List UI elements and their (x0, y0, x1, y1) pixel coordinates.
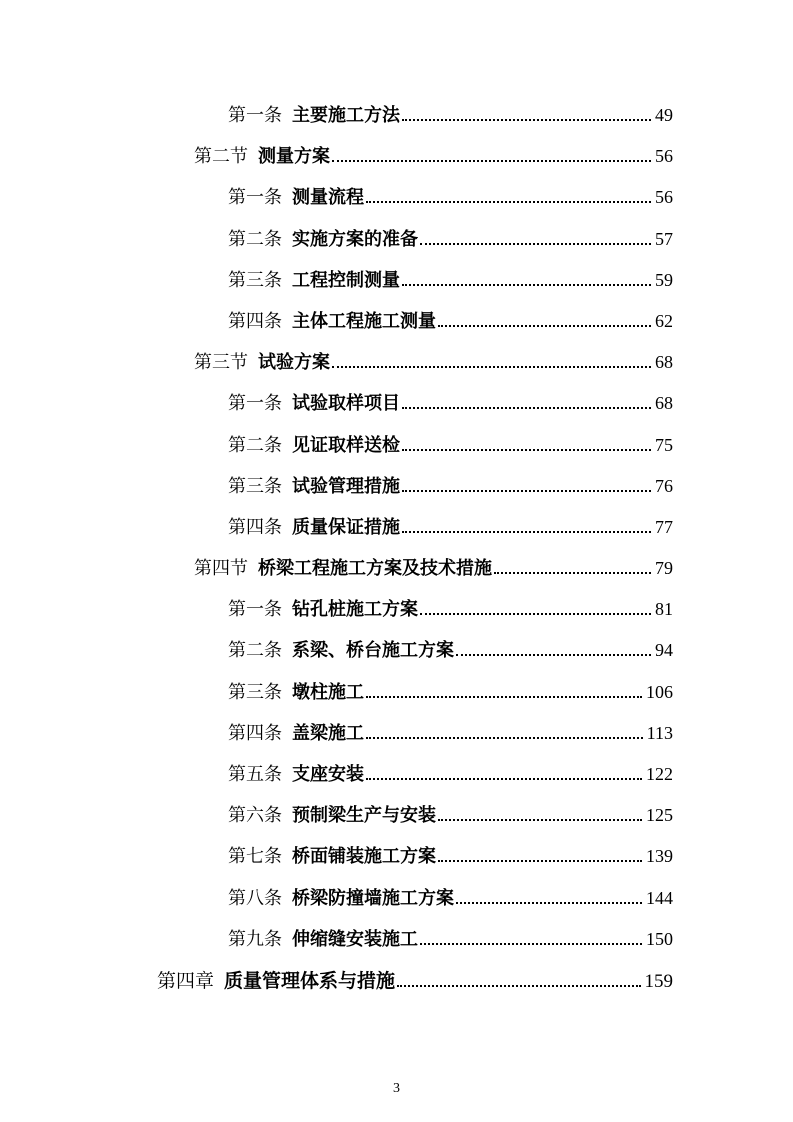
dot-leader (402, 490, 651, 492)
toc-entry-label: 第三条 (228, 681, 282, 702)
toc-entry[interactable] (157, 348, 673, 389)
toc-entry-label: 第四章 (157, 970, 215, 992)
toc-entry[interactable] (157, 760, 673, 801)
toc-entry-label: 第八条 (228, 887, 282, 908)
dot-leader (402, 119, 651, 121)
toc-entry-label: 第一条 (228, 393, 282, 414)
toc-entry-label: 第六条 (228, 805, 282, 826)
toc-entry-page-number: 77 (655, 516, 673, 537)
toc-entry-title: 实施方案的准备 (292, 228, 418, 249)
toc-entry-label: 第一条 (228, 187, 282, 208)
toc-entry-label: 第二条 (228, 228, 282, 249)
toc-entry[interactable] (157, 842, 673, 883)
toc-entry-page-number: 81 (655, 599, 673, 620)
toc-entry-label: 第三节 (194, 352, 248, 373)
toc-entry-page-number: 94 (655, 640, 673, 661)
toc-entry-label: 第三条 (228, 269, 282, 290)
toc-entry[interactable] (157, 225, 673, 266)
toc-entry-page-number: 144 (646, 887, 673, 908)
dot-leader (420, 613, 651, 615)
toc-entry-title: 盖梁施工 (292, 722, 364, 743)
dot-leader (438, 325, 651, 327)
toc-entry[interactable] (157, 101, 673, 142)
toc-entry[interactable] (157, 678, 673, 719)
toc-entry-label: 第二节 (194, 146, 248, 167)
toc-entry-label: 第四条 (228, 722, 282, 743)
toc-entry-page-number: 139 (646, 846, 673, 867)
toc-entry[interactable] (157, 801, 673, 842)
toc-entry-page-number: 106 (646, 681, 673, 702)
toc-entry-page-number: 56 (655, 187, 673, 208)
dot-leader (456, 902, 642, 904)
toc-entry-page-number: 76 (655, 475, 673, 496)
dot-leader (402, 449, 651, 451)
toc-entry[interactable] (157, 307, 673, 348)
toc-entry-title: 测量流程 (292, 187, 364, 208)
toc-entry-page-number: 113 (646, 722, 673, 743)
toc-entry-page-number: 68 (655, 352, 673, 373)
toc-entry[interactable] (157, 636, 673, 677)
toc-entry[interactable] (157, 884, 673, 925)
toc-entry[interactable] (157, 966, 673, 1007)
toc-entry-label: 第四条 (228, 310, 282, 331)
toc-entry-page-number: 122 (646, 764, 673, 784)
page-footer-number: 3 (393, 1081, 400, 1096)
toc-entry[interactable] (157, 472, 673, 513)
toc-entry[interactable] (157, 389, 673, 430)
toc-entry[interactable] (157, 513, 673, 554)
toc-entry-page-number: 68 (655, 393, 673, 414)
dot-leader (420, 243, 651, 245)
toc-entry-page-number: 125 (646, 805, 673, 826)
toc-entry-title: 伸缩缝安装施工 (292, 928, 418, 949)
toc-entry-title: 主体工程施工测量 (292, 310, 436, 331)
toc-entry-page-number: 59 (655, 269, 673, 290)
toc-entry-title: 系梁、桥台施工方案 (292, 640, 454, 661)
toc-entry-label: 第五条 (228, 764, 282, 784)
toc-entry-label: 第四节 (194, 558, 248, 579)
toc-entry[interactable] (157, 142, 673, 183)
dot-leader (420, 943, 642, 945)
toc-entry-title: 试验方案 (258, 352, 330, 373)
toc-entry[interactable] (157, 719, 673, 760)
toc-entry-title: 钻孔桩施工方案 (292, 599, 418, 620)
dot-leader (402, 531, 651, 533)
dot-leader (438, 860, 642, 862)
dot-leader (494, 572, 651, 574)
dot-leader (366, 778, 642, 780)
toc-entry-label: 第二条 (228, 640, 282, 661)
toc-entry-title: 预制梁生产与安装 (292, 805, 436, 826)
toc-entry-title: 测量方案 (258, 146, 330, 167)
toc-entry-title: 试验管理措施 (292, 475, 400, 496)
toc-entry[interactable] (157, 183, 673, 224)
toc-entry-label: 第七条 (228, 846, 282, 867)
toc-entry-label: 第三条 (228, 475, 282, 496)
toc-entry-page-number: 62 (655, 310, 673, 331)
dot-leader (438, 819, 642, 821)
dot-leader (366, 737, 643, 739)
toc-entry-page-number: 75 (655, 434, 673, 455)
toc-entry-title: 主要施工方法 (292, 105, 400, 125)
toc-entry-page-number: 79 (655, 558, 673, 579)
table-of-contents (157, 101, 673, 1007)
toc-entry-page-number: 159 (644, 970, 673, 992)
toc-entry-title: 桥梁防撞墙施工方案 (292, 887, 454, 908)
toc-entry[interactable] (157, 266, 673, 307)
toc-entry-title: 桥梁工程施工方案及技术措施 (258, 558, 492, 579)
toc-entry-page-number: 150 (646, 928, 673, 949)
toc-entry-page-number: 49 (655, 105, 673, 125)
dot-leader (402, 407, 651, 409)
toc-entry-page-number: 56 (655, 146, 673, 167)
toc-entry-page-number: 57 (655, 228, 673, 249)
dot-leader (456, 654, 651, 656)
dot-leader (402, 284, 651, 286)
toc-entry-label: 第一条 (228, 105, 282, 125)
toc-entry[interactable] (157, 554, 673, 595)
toc-entry-label: 第四条 (228, 516, 282, 537)
toc-entry-title: 见证取样送检 (292, 434, 400, 455)
toc-entry-title: 支座安装 (292, 764, 364, 784)
dot-leader (366, 696, 642, 698)
toc-entry-title: 桥面铺装施工方案 (292, 846, 436, 867)
toc-entry-label: 第二条 (228, 434, 282, 455)
dot-leader (397, 985, 640, 987)
toc-entry-title: 质量保证措施 (292, 516, 400, 537)
dot-leader (332, 160, 651, 162)
toc-entry[interactable] (157, 925, 673, 966)
toc-entry-title: 试验取样项目 (292, 393, 400, 414)
dot-leader (332, 366, 651, 368)
toc-entry-label: 第九条 (228, 928, 282, 949)
toc-entry-title: 质量管理体系与措施 (224, 970, 396, 992)
toc-entry[interactable] (157, 431, 673, 472)
toc-entry[interactable] (157, 595, 673, 636)
toc-entry-label: 第一条 (228, 599, 282, 620)
toc-entry-title: 工程控制测量 (292, 269, 400, 290)
toc-entry-title: 墩柱施工 (292, 681, 364, 702)
dot-leader (366, 201, 651, 203)
